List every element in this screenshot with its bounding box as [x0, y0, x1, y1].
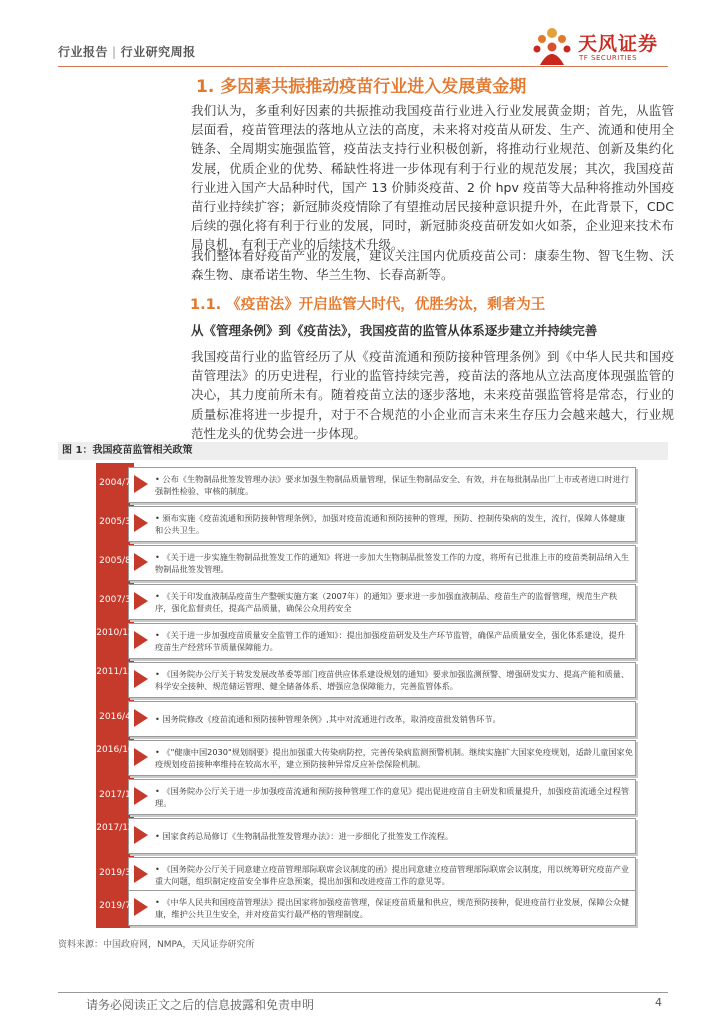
year-label: 2004/7	[99, 478, 131, 488]
year-label: 2007/3	[99, 595, 131, 605]
arrow-icon	[134, 709, 148, 727]
arrow-icon	[134, 826, 148, 844]
year-label: 2017/12	[96, 823, 134, 833]
page-number: 4	[655, 996, 662, 1009]
event-box	[128, 545, 636, 581]
timeline-row	[88, 697, 658, 739]
event-box	[128, 584, 636, 620]
year-label: 2011/12	[96, 667, 134, 677]
timeline-row	[88, 736, 658, 778]
arrow-icon	[134, 670, 148, 688]
event-text: • 《关于印发血液制品疫苗生产整顿实施方案（2007年）的通知》要求进一步加强血液制品、疫苗生产的监督管理，规范生产秩序，强化监督责任，提高产品质量，确保公众用药安全	[155, 590, 618, 613]
event-box	[128, 623, 636, 659]
timeline-row	[88, 502, 658, 544]
event-text: • 《关于进一步加强疫苗质量安全监管工作的通知》：提出加强疫苗研发及生产环节监管，确保产品质量安全，强化体系建设，提升疫苗生产经营环节质量保障能力。	[155, 629, 626, 652]
event-text: • 公布《生物制品批签发管理办法》要求加强生物制品质量管理，保证生物制品安全、有效，并在每批制品出厂上市或者进口时进行强制性检验、审核的制度。	[155, 473, 630, 496]
timeline-row	[88, 658, 658, 700]
arrow-icon	[134, 787, 148, 805]
event-box	[128, 818, 636, 854]
figure-source: 资料来源：中国政府网，NMPA，天风证券研究所	[58, 940, 255, 950]
timeline-row	[88, 619, 658, 661]
timeline-row	[88, 775, 658, 817]
timeline-row	[88, 580, 658, 622]
section-heading: 1. 多因素共振推动疫苗行业进入发展黄金期	[196, 77, 527, 97]
brand-logo	[528, 25, 668, 71]
paragraph-3: 我国疫苗行业的监管经历了从《疫苗流通和预防接种管理条例》到《中华人民共和国疫苗管理法》的历史进程，行业的监管持续完善，疫苗法的落地从立法高度体现强监管的决心，其力度前所未有。随着疫苗立法的逐步落地，未来疫苗强监管将是常态，行业的质量标准将进一步提升，对于不合规范的小企业而言未来生存压力会越来越大，行业规范性龙头的优势会进一步体现。	[191, 349, 674, 441]
arrow-icon	[134, 592, 148, 610]
year-label: 2005/8	[99, 556, 131, 566]
event-text: • 《关于进一步实施生物制品批签发工作的通知》将进一步加大生物制品批签发工作的力度，将所有已批准上市的疫苗类制品纳入生物制品批签发管理。	[155, 551, 630, 574]
subtitle-label: 行业研究周报	[120, 45, 196, 59]
event-text: • 颁布实施《疫苗流通和预防接种管理条例》，加强对疫苗流通和预防接种的管理，预防、控制传染病的发生，流行，保障人体健康和公共卫生。	[155, 512, 626, 535]
event-box	[128, 662, 636, 698]
arrow-icon	[134, 865, 148, 883]
year-label: 2016/4	[99, 712, 131, 722]
event-box	[128, 506, 636, 542]
arrow-icon	[134, 475, 148, 493]
event-text: • 国务院修改《疫苗流通和预防接种管理条例》,其中对流通进行改革，取消疫苗批发销售环节。	[155, 713, 501, 724]
timeline-row	[88, 814, 658, 856]
event-text: • 《国务院办公厅关于转发发展改革委等部门疫苗供应体系建设规划的通知》要求加强监测预警、增强研发实力、提高产能和质量、科学安全接种、规范储运管理、健全储备体系、增强应急保障能力，完善监管体系。	[155, 668, 630, 691]
event-box	[128, 890, 636, 926]
figure-title: 图 1：我国疫苗监管相关政策	[58, 442, 668, 460]
arrow-icon	[134, 631, 148, 649]
event-text: • 《国务院办公厅关于同意建立疫苗管理部际联席会议制度的函》提出同意建立疫苗管理部际联席会议制度，用以统筹研究疫苗产业重大问题，组织制定疫苗安全事件应急预案，提出加强和改进疫苗工作的意见等。	[155, 863, 630, 886]
event-box	[128, 467, 636, 503]
bold-subheading: 从《管理条例》到《疫苗法》，我国疫苗的监管从体系逐步建立并持续完善	[191, 323, 598, 338]
arrow-icon	[134, 553, 148, 571]
event-box	[128, 740, 636, 776]
year-label: 2019/3	[99, 868, 131, 878]
year-label: 2017/1	[99, 790, 131, 800]
year-label: 2019/7	[99, 901, 131, 911]
footer-disclaimer: 请务必阅读正文之后的信息披露和免责申明	[86, 998, 315, 1012]
logo-text-cn: 天风证券	[578, 33, 659, 55]
header-divider	[58, 66, 668, 67]
event-text: • 《"健康中国2030"规划纲要》提出加强重大传染病防控，完善传染病监测预警机制。继续实施扩大国家免疫规划，适龄儿童国家免疫规划疫苗接种率维持在较高水平，建立预防接种异常反应补偿保险机制。	[155, 746, 633, 769]
arrow-icon	[134, 898, 148, 916]
timeline-row	[88, 886, 658, 928]
arrow-icon	[134, 748, 148, 766]
category-label: 行业报告	[58, 45, 109, 59]
timeline-row	[88, 541, 658, 583]
logo-text-en: TF SECURITIES	[579, 54, 638, 62]
year-label: 2005/3	[99, 517, 131, 527]
paragraph-2: 我们整体看好疫苗产业的发展，建议关注国内优质疫苗公司：康泰生物、智飞生物、沃森生物、康希诺生物、华兰生物、长春高新等。	[191, 248, 674, 283]
arrow-icon	[134, 514, 148, 532]
logo-flame-icon	[528, 25, 576, 71]
paragraph-1: 我们认为，多重利好因素的共振推动我国疫苗行业进入行业发展黄金期；首先，从监管层面看，疫苗管理法的落地从立法的高度，未来将对疫苗从研发、生产、流通和使用全链条、全周期实施强监管，疫苗法支持行业积极创新，将推动行业规范、创新及集约化发展，优质企业的优势、稀缺性将进一步体现有利于行业的规范发展；其次，我国疫苗行业进入国产大品种时代，国产 13 价肺炎疫苗、2 价 hpv 疫苗等大品种将推动外国疫苗行业持续扩容；新冠肺炎疫情除了有望推动居民接种意识提升外，在此背景下，CDC 后续的强化将有利于行业的发展，同时，新冠肺炎疫苗研发如火如荼，企业迎来技术布局良机，有利于产业的后续技术升级。	[191, 103, 674, 253]
subsection-heading: 1.1. 《疫苗法》开启监管大时代，优胜劣汰，剩者为王	[190, 297, 546, 313]
report-category	[58, 43, 196, 60]
header-separator: |	[112, 45, 117, 59]
event-box	[128, 779, 636, 815]
year-label: 2010/12	[96, 628, 134, 638]
event-text: • 《国务院办公厅关于进一步加强疫苗流通和预防接种管理工作的意见》提出促进疫苗自主研发和质量提升，加强疫苗流通全过程管理。	[155, 785, 630, 808]
event-box	[128, 701, 636, 737]
event-text: • 国家食药总局修订《生物制品批签发管理办法》：进一步细化了批签发工作流程。	[155, 830, 454, 841]
footer-divider	[58, 992, 668, 993]
year-label: 2016/10	[96, 745, 134, 755]
event-text: • 《中华人民共和国疫苗管理法》提出国家将加强疫苗管理，保证疫苗质量和供应，规范预防接种，促进疫苗行业发展，保障公众健康，维护公共卫生安全，并对疫苗实行最严格的管理制度。	[155, 896, 630, 919]
timeline-row	[88, 463, 658, 505]
policy-timeline	[88, 463, 658, 928]
